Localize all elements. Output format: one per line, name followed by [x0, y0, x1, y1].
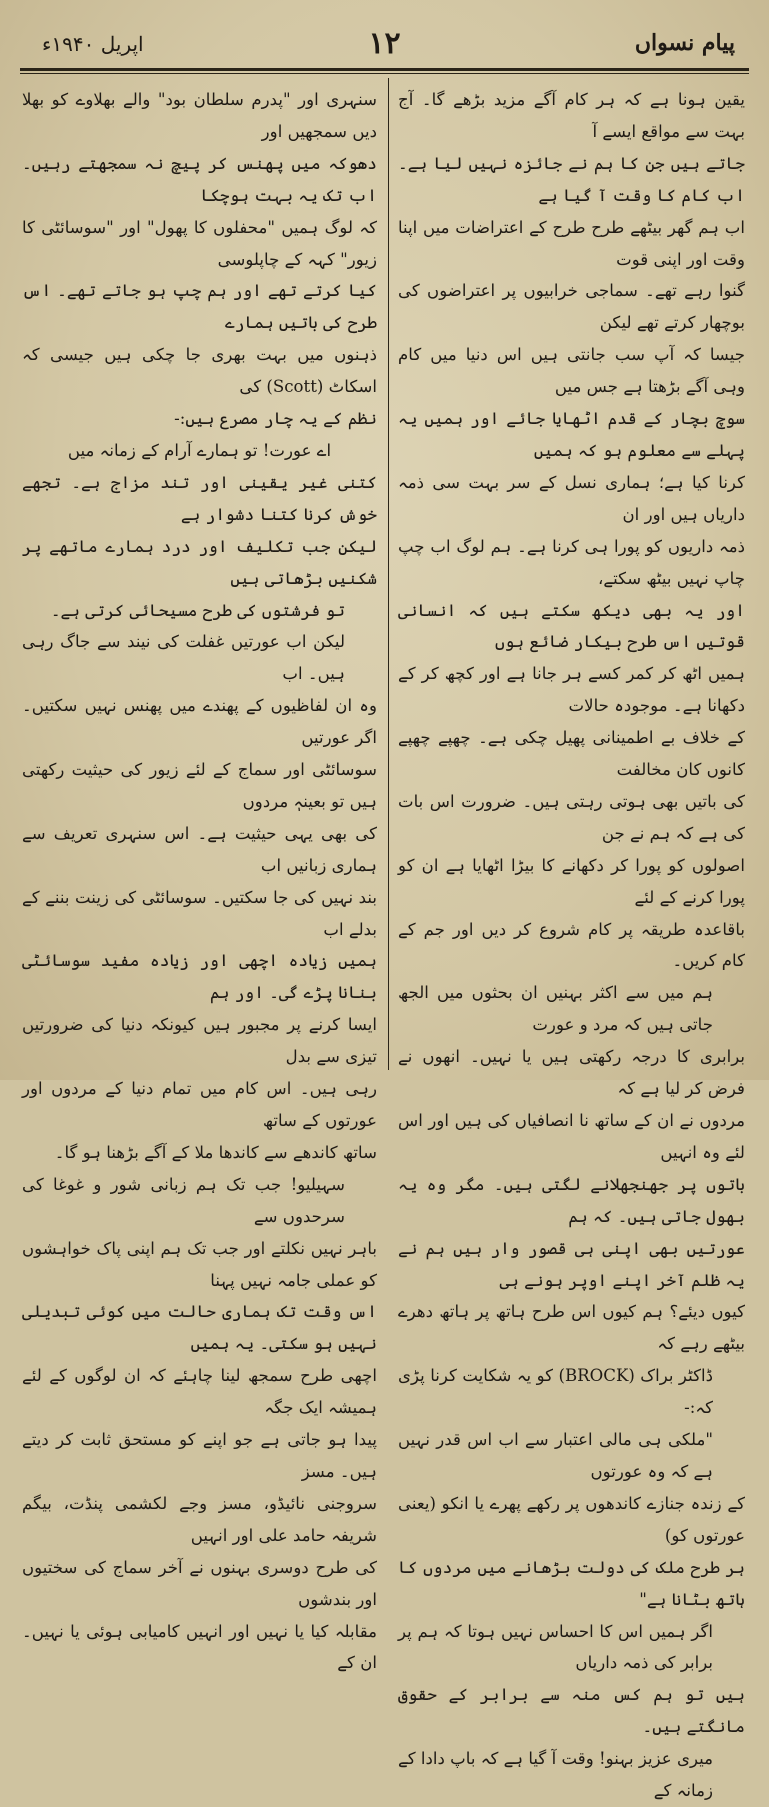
left-line: ایسا کرنے پر مجبور ہیں کیونکہ دنیا کی ضرورتیں تیزی سے بدل — [22, 1015, 377, 1067]
right-line: یقین ہونا ہے کہ ہر کام آگے مزید بڑھے گا۔ آج بہت سے مواقع ایسے آ — [398, 90, 745, 141]
right-line: اور یہ بھی دیکھ سکتے ہیں کہ انسانی قوتیں اس طرح بیکار ضائع ہوں — [398, 600, 745, 652]
left-column — [22, 84, 377, 1673]
left-line: کی طرح دوسری بہنوں نے آخر سماج کی سختیوں اور بندشوں — [22, 1557, 377, 1609]
right-line: باقاعدہ طریقہ پر کام شروع کر دیں اور جم کے کام کریں۔ — [398, 919, 745, 971]
left-line: دھوکہ میں پھنس کر پیچ نہ سمجھتے رہیں۔ اب تک یہ بہت ہوچکا — [22, 153, 377, 205]
right-line: ہمیں اٹھ کر کمر کسے ہر جانا ہے اور کچھ کر کے دکھانا ہے۔ موجودہ حالات — [398, 664, 745, 716]
left-line: کیا کرتے تھے اور ہم چپ ہو جاتے تھے۔ اس طرح کی باتیں ہمارے — [22, 281, 377, 333]
left-line: بند نہیں کی جا سکتیں۔ سوسائٹی کی زینت بننے کے بدلے اب — [22, 887, 377, 939]
right-line: ہم میں سے اکثر بہنیں ان بحثوں میں الجھ جاتی ہیں کہ مرد و عورت — [398, 983, 713, 1035]
right-line: اگر ہمیں اس کا احساس نہیں ہوتا کہ ہم پر برابر کی ذمہ داریاں — [398, 1621, 713, 1673]
right-line: کی باتیں بھی ہوتی رہتی ہیں۔ ضرورت اس بات کی ہے کہ ہم نے جن — [398, 791, 745, 843]
left-line: ہمیں زیادہ اچھی اور زیادہ مفید سوسائٹی بنانا پڑے گی۔ اور ہم — [22, 951, 377, 1003]
poem-line: تو فرشتوں کی طرح مسیحائی کرتی ہے۔ — [50, 600, 345, 620]
left-line: وہ ان لفاظیوں کے پھندے میں پھنس نہیں سکتیں۔ اگر عورتیں — [22, 696, 377, 748]
left-line: کی بھی یہی حیثیت ہے۔ اس سنہری تعریف سے ہماری زبانیں اب — [22, 823, 377, 875]
left-line: سہیلیو! جب تک ہم زبانی شور و غوغا کی سرحدوں سے — [22, 1174, 345, 1226]
left-line: سروجنی نائیڈو، مسز وجے لکشمی پنڈت، بیگم شریفہ حامد علی اور انہیں — [22, 1493, 377, 1545]
poem-line: لیکن جب تکلیف اور درد ہمارے ماتھے پر شکنیں بڑھاتی ہیں — [22, 536, 377, 588]
page-header — [20, 22, 749, 72]
right-line: گنوا رہے تھے۔ سماجی خرابیوں پر اعتراضوں کی بوچھار کرتے تھے لیکن — [398, 281, 745, 333]
right-line: عورتیں بھی اپنی ہی قصور وار ہیں ہم نے یہ ظلم آخر اپنے اوپر ہونے ہی — [398, 1238, 745, 1290]
magazine-title: پیام نسواں — [634, 30, 735, 56]
page-number: ۱۲ — [368, 26, 401, 61]
right-line: میری عزیز بہنو! وقت آ گیا ہے کہ باپ دادا کے زمانہ کے — [397, 1749, 713, 1801]
right-line: کے خلاف بے اطمینانی پھیل چکی ہے۔ چھپے چھپے کانوں کان مخالفت — [398, 728, 745, 780]
left-line: نظم کے یہ چار مصرع ہیں:- — [174, 409, 377, 429]
left-line: ساتھ کاندھے سے کاندھا ملا کے آگے بڑھنا ہو گا۔ — [54, 1142, 377, 1162]
right-line: کیوں دیئے؟ ہم کیوں اس طرح ہاتھ پر ہاتھ دھرے بیٹھے رہے کہ — [398, 1302, 745, 1354]
right-line: جیسا کہ آپ سب جانتی ہیں اس دنیا میں کام وہی آگے بڑھتا ہے جس میں — [398, 345, 745, 397]
header-rule-thin — [20, 73, 749, 74]
column-divider — [388, 78, 389, 1070]
left-line: مقابلہ کیا یا نہیں اور انہیں کامیابی ہوئی یا نہیں۔ ان کے — [22, 1621, 377, 1673]
issue-date: اپریل ۱۹۴۰ء — [42, 32, 144, 56]
right-line: سوچ بچار کے قدم اٹھایا جائے اور ہمیں یہ پہلے سے معلوم ہو کہ ہمیں — [398, 409, 745, 460]
right-line: اب ہم گھر بیٹھے طرح طرح کے اعتراضات میں اپنا وقت اور اپنی قوت — [398, 217, 745, 269]
left-line: سوسائٹی اور سماج کے لئے زیور کی حیثیت رکھتی ہیں تو بعینہٖ مردوں — [22, 760, 377, 811]
left-line: پیدا ہو جاتی ہے جو اپنے کو مستحق ثابت کر دیتے ہیں۔ مسز — [22, 1430, 377, 1481]
left-line: کہ لوگ ہمیں "محفلوں کا پھول" اور "سوسائٹی کا زیور" کہہ کے چاپلوسی — [22, 217, 377, 269]
quote-line: ہر طرح ملک کی دولت بڑھانے میں مردوں کا ہاتھ بٹانا ہے" — [398, 1557, 745, 1609]
left-line: اس وقت تک ہماری حالت میں کوئی تبدیلی نہیں ہو سکتی۔ یہ ہمیں — [22, 1302, 377, 1354]
left-line: باہر نہیں نکلتے اور جب تک ہم اپنی پاک خواہشوں کو عملی جامہ نہیں پہنا — [22, 1238, 377, 1290]
right-column — [397, 84, 745, 1801]
right-line: جاتے ہیں جن کا ہم نے جائزہ نہیں لیا ہے۔ اب کام کا وقت آ گیا ہے — [398, 153, 745, 205]
poem-line: کتنی غیر یقینی اور تند مزاج ہے۔ تجھے خوش کرنا کتنا دشوار ہے — [22, 472, 377, 524]
left-line: سنہری اور "پدرم سلطان بود" والے بھلاوے کو بھلا دیں سمجھیں اور — [22, 90, 377, 141]
right-line: کرنا کیا ہے؛ ہماری نسل کے سر بہت سی ذمہ داریاں ہیں اور ان — [398, 472, 745, 524]
left-line: اچھی طرح سمجھ لینا چاہئے کہ ان لوگوں کے لئے ہمیشہ ایک جگہ — [22, 1366, 377, 1418]
poem-line: اے عورت! تو ہمارے آرام کے زمانہ میں — [67, 440, 332, 460]
right-line: مردوں نے ان کے ساتھ نا انصافیاں کی ہیں اور اس لئے وہ انہیں — [398, 1111, 745, 1162]
right-line: ہیں تو ہم کس منہ سے برابر کے حقوق مانگتے ہیں۔ — [398, 1685, 745, 1737]
right-line: باتوں پر جھنجھلانے لگتی ہیں۔ مگر وہ یہ بھول جاتی ہیں۔ کہ ہم — [398, 1174, 745, 1226]
right-line: برابری کا درجہ رکھتی ہیں یا نہیں۔ انھوں نے فرض کر لیا ہے کہ — [398, 1047, 745, 1099]
quote-line: "ملکی ہی مالی اعتبار سے اب اس قدر نہیں ہے کہ وہ عورتوں — [398, 1430, 713, 1481]
quote-line: کے زندہ جنازے کاندھوں پر رکھے پھرے یا انکو (یعنی عورتوں کو) — [398, 1493, 745, 1545]
header-rule — [20, 68, 749, 71]
left-line: رہی ہیں۔ اس کام میں تمام دنیا کے مردوں اور عورتوں کے ساتھ — [22, 1079, 377, 1130]
right-line: ڈاکٹر براک (BROCK) کو یہ شکایت کرنا پڑی کہ:- — [398, 1366, 713, 1418]
left-line: ذہنوں میں بہت بھری جا چکی ہیں جیسی کہ اسکاٹ (Scott) کی — [22, 345, 377, 397]
left-line: لیکن اب عورتیں غفلت کی نیند سے جاگ رہی ہیں۔ اب — [22, 632, 345, 684]
right-line: اصولوں کو پورا کر دکھانے کا بیڑا اٹھایا ہے ان کو پورا کرنے کے لئے — [398, 855, 745, 907]
right-line: ذمہ داریوں کو پورا ہی کرنا ہے۔ ہم لوگ اب چپ چاپ نہیں بیٹھ سکتے، — [398, 536, 745, 588]
